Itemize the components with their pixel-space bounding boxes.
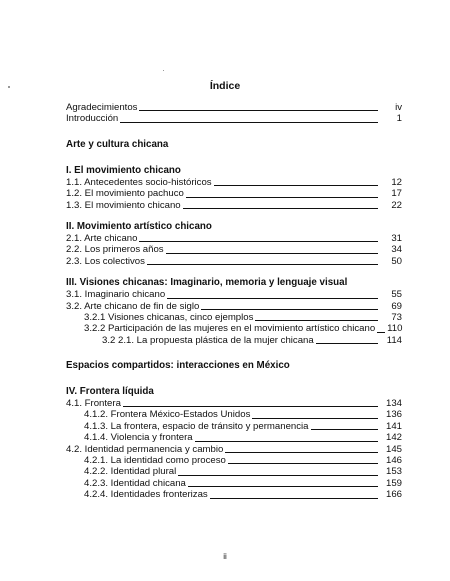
page-number: 69	[391, 300, 402, 312]
leader-line	[214, 185, 378, 186]
page-number: 55	[391, 289, 402, 301]
toc-entry-agradecimientos[interactable]: Agradecimientos iv	[66, 101, 402, 113]
toc-entry[interactable]: 4.1.4. Violencia y frontera 142	[84, 432, 402, 444]
leader-line	[120, 122, 378, 123]
toc-entry[interactable]: 4.1. Frontera 134	[66, 398, 402, 410]
leader-line	[123, 406, 378, 407]
chapter-heading-1: I. El movimiento chicano	[66, 164, 181, 176]
part-heading-arte-cultura-chicana: Arte y cultura chicana	[66, 138, 169, 150]
page-number: 153	[385, 466, 402, 478]
leader-line	[252, 418, 378, 419]
toc-entry[interactable]: 4.2.1. La identidad como proceso 146	[84, 455, 402, 467]
leader-line	[311, 429, 378, 430]
leader-line	[147, 264, 378, 265]
page-number: 1	[396, 113, 402, 125]
footer-page-number: ii	[223, 552, 227, 561]
table-of-contents	[66, 102, 402, 501]
chapter-heading-2: II. Movimiento artístico chicano	[66, 220, 212, 232]
toc-entry[interactable]: 3.2.2 Participación de las mujeres en el movimiento artístico chicano 110	[84, 323, 403, 335]
toc-entry[interactable]: 3.2 2.1. La propuesta plástica de la mujer chicana 114	[102, 334, 402, 346]
leader-line	[186, 197, 378, 198]
page-number: 110	[387, 323, 403, 335]
page-number: 141	[385, 420, 402, 432]
leader-line	[139, 110, 378, 111]
leader-line	[201, 309, 378, 310]
toc-entry[interactable]: 4.2.2. Identidad plural 153	[84, 466, 402, 478]
leader-line	[167, 298, 378, 299]
chapter-heading-4: IV. Frontera líquida	[66, 386, 154, 398]
chapter-heading-3: III. Visiones chicanas: Imaginario, memoria y lenguaje visual	[66, 277, 348, 289]
leader-line	[195, 441, 378, 442]
toc-entry[interactable]: 1.3. El movimiento chicano 22	[66, 199, 402, 211]
toc-entry[interactable]: 4.2.3. Identidad chicana 159	[84, 477, 402, 489]
toc-entry[interactable]: 2.2. Los primeros años 34	[66, 244, 402, 256]
page-number: 114	[386, 334, 402, 346]
toc-entry[interactable]: 4.2. Identidad permanencia y cambio 145	[66, 443, 402, 455]
page-number: 73	[391, 311, 402, 323]
toc-entry[interactable]: 1.1. Antecedentes socio-históricos 12	[66, 176, 402, 188]
page-number: 146	[385, 455, 402, 467]
toc-entry-introduccion[interactable]: Introducción 1	[66, 113, 402, 125]
leader-line	[225, 452, 378, 453]
leader-line	[255, 320, 378, 321]
leader-line	[210, 498, 378, 499]
page-title: Índice	[209, 80, 241, 92]
leader-line	[316, 343, 378, 344]
page-number: 50	[391, 255, 402, 267]
page-number: 142	[385, 432, 402, 444]
toc-entry[interactable]: 4.1.2. Frontera México-Estados Unidos 136	[84, 409, 402, 421]
leader-line	[377, 332, 385, 333]
page-number: 159	[385, 477, 402, 489]
leader-line	[228, 463, 378, 464]
page-number: 134	[385, 398, 402, 410]
toc-entry[interactable]: 3.2. Arte chicano de fin de siglo 69	[66, 300, 402, 312]
page-number: iv	[395, 101, 402, 113]
toc-entry[interactable]: 3.2.1 Visiones chicanas, cinco ejemplos 73	[84, 311, 402, 323]
toc-entry[interactable]: 4.1.3. La frontera, espacio de tránsito y permanencia 141	[84, 420, 402, 432]
page-number: 31	[391, 232, 402, 244]
page-number: 22	[391, 199, 402, 211]
page-number: 34	[391, 244, 402, 256]
page-number: 136	[385, 409, 402, 421]
toc-entry[interactable]: 2.1. Arte chicano 31	[66, 232, 402, 244]
leader-line	[139, 241, 378, 242]
page-number: 17	[391, 188, 402, 200]
toc-entry[interactable]: 1.2. El movimiento pachuco 17	[66, 188, 402, 200]
toc-entry[interactable]: 3.1. Imaginario chicano 55	[66, 289, 402, 301]
page-number: 166	[385, 489, 402, 501]
leader-line	[183, 208, 378, 209]
scan-speck	[163, 70, 164, 71]
part-heading-espacios-compartidos: Espacios compartidos: interacciones en México	[66, 360, 290, 372]
page-number: 145	[385, 443, 402, 455]
page-number: 12	[391, 176, 402, 188]
toc-entry[interactable]: 2.3. Los colectivos 50	[66, 255, 402, 267]
toc-entry[interactable]: 4.2.4. Identidades fronterizas 166	[84, 489, 402, 501]
leader-line	[188, 486, 378, 487]
leader-line	[178, 475, 378, 476]
leader-line	[166, 253, 378, 254]
